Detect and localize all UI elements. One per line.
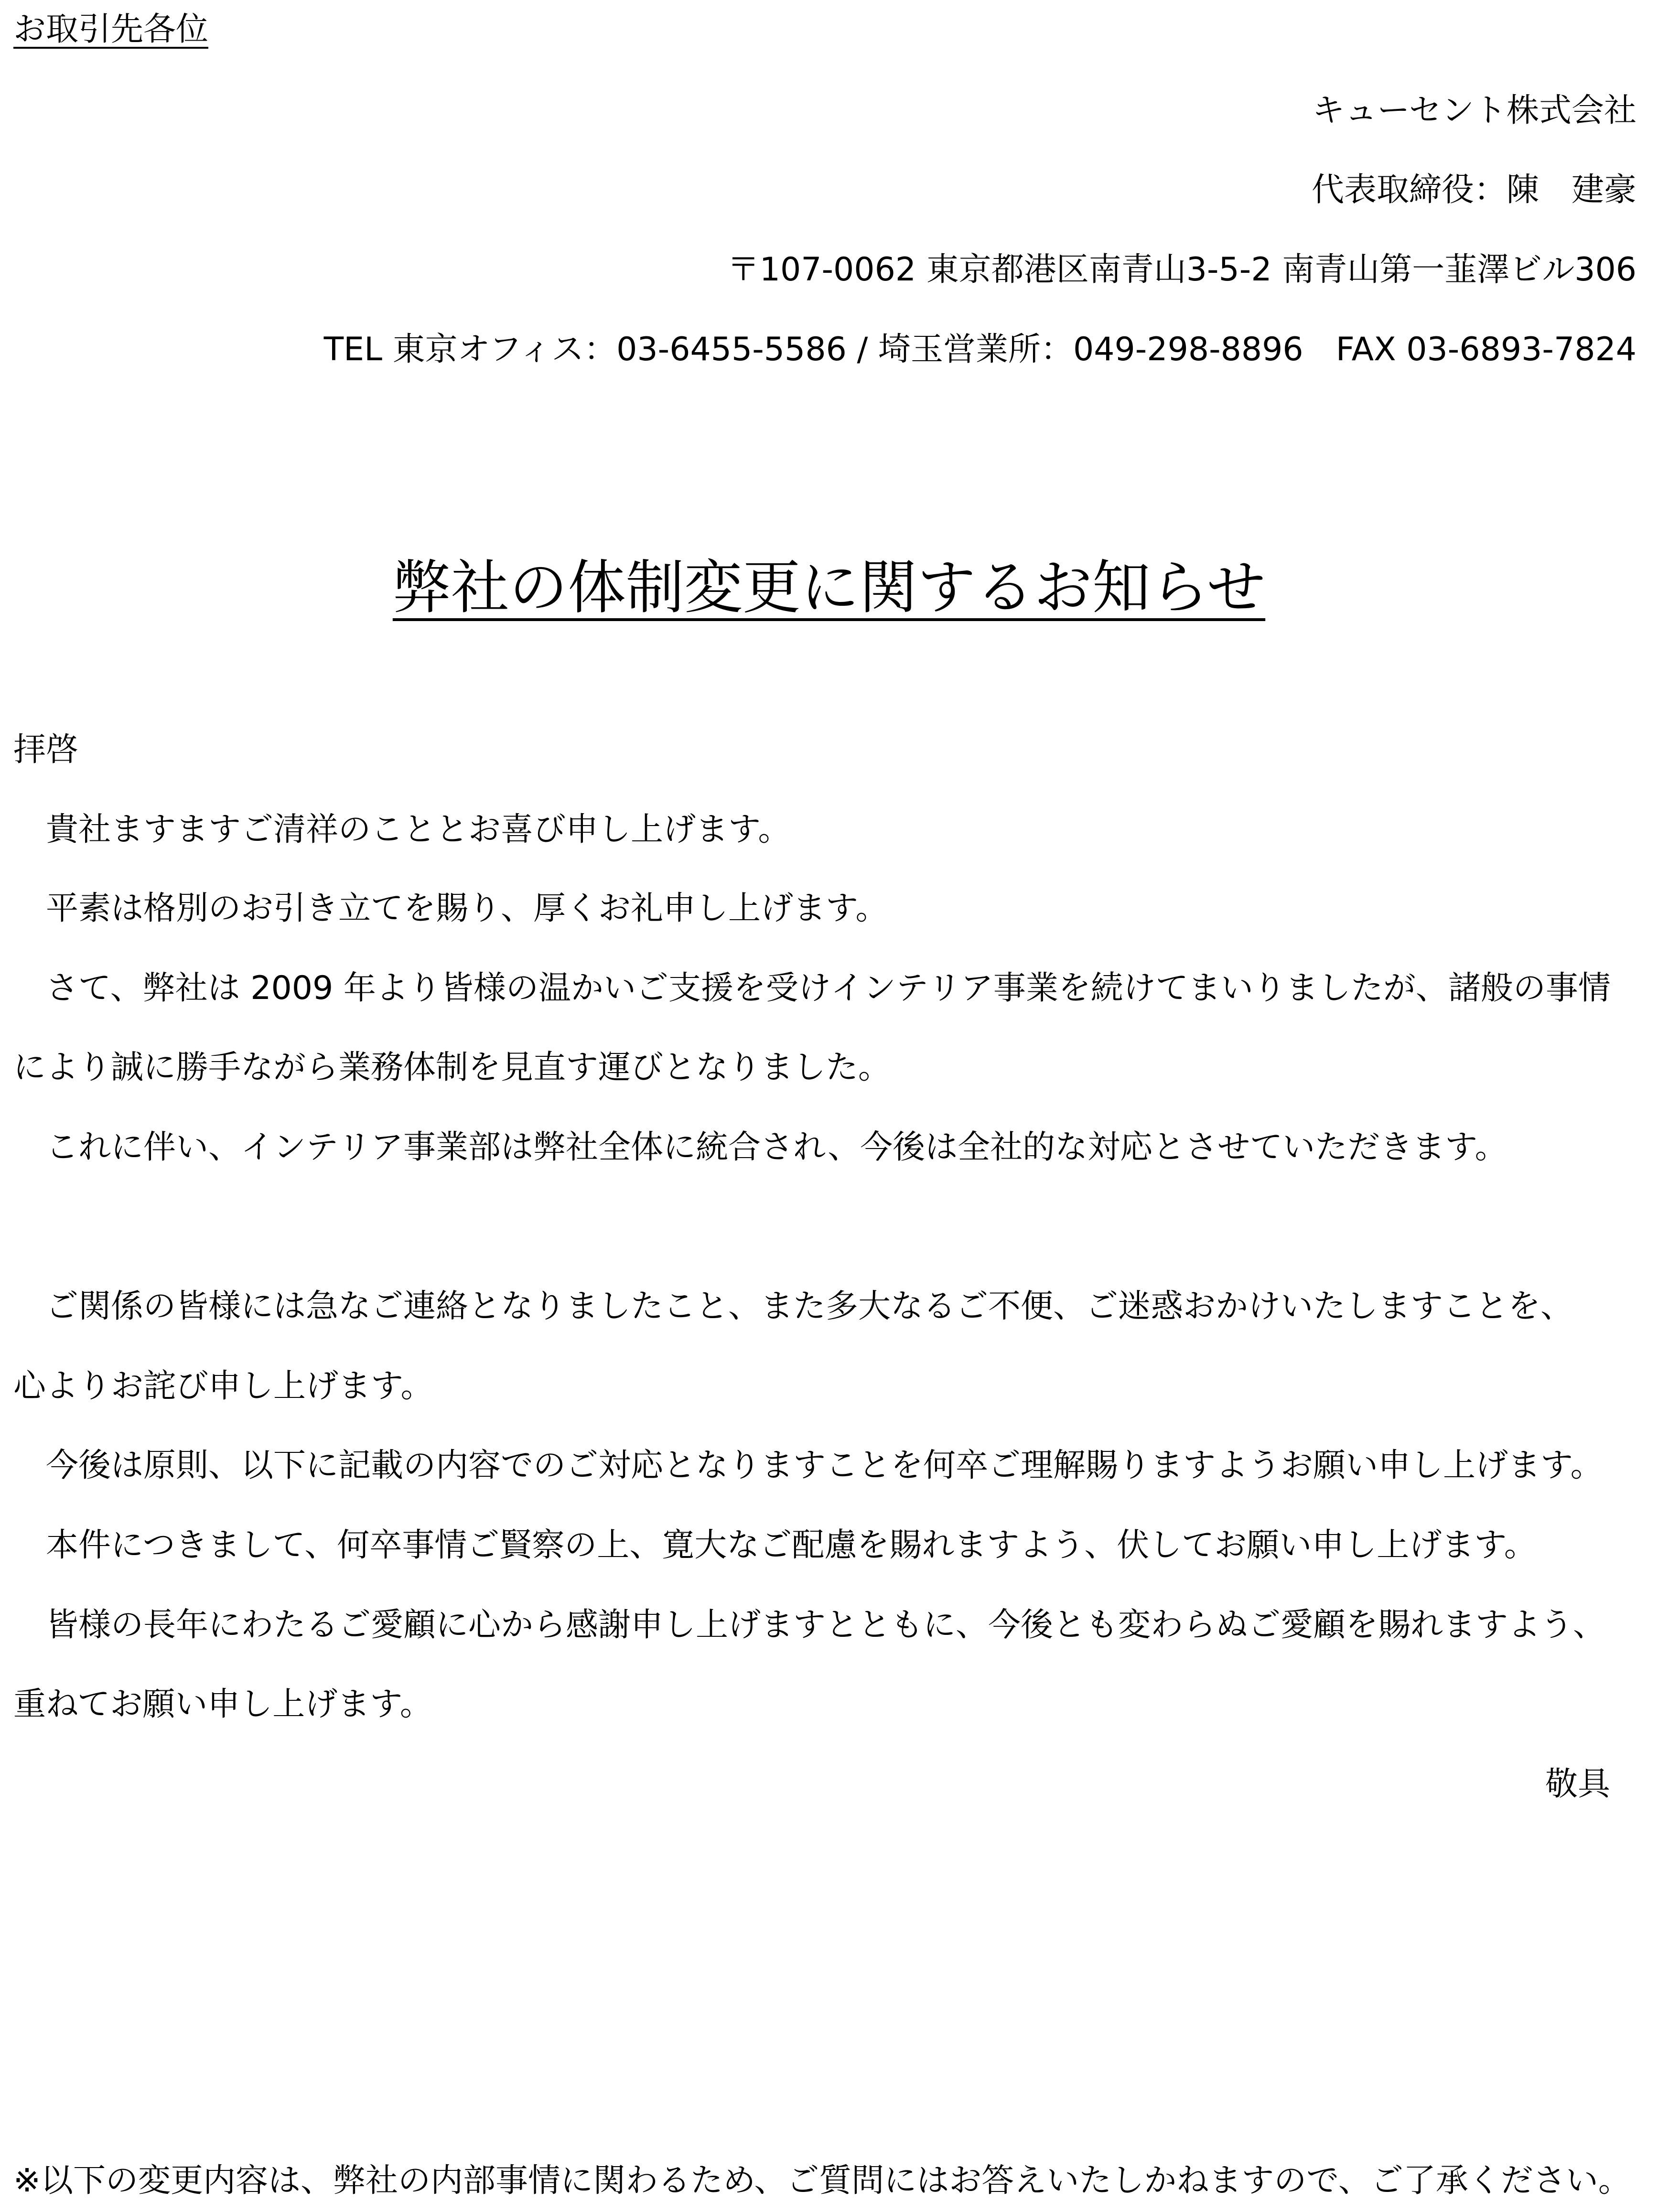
sender-contact: TEL 東京オフィス：03-6455-5586 / 埼玉営業所：049-298-8896 FAX 03-6893-7824 <box>323 331 1636 368</box>
body-paragraph-5-line-2: 心よりお詫び申し上げます。 <box>13 1367 433 1405</box>
body-paragraph-8-line-1: 皆様の長年にわたるご愛顧に心から感謝申し上げますとともに、今後とも変わらぬご愛顧を賜れますよう、 <box>13 1606 1606 1644</box>
body-paragraph-1: 貴社ますますご清祥のこととお喜び申し上げます。 <box>13 811 791 848</box>
opening-salutation: 拝啓 <box>13 731 79 769</box>
body-paragraph-5-line-1: ご関係の皆様には急なご連絡となりましたこと、また多大なるご不便、ご迷惑おかけいたしますことを、 <box>13 1288 1573 1325</box>
footnote: ※以下の変更内容は、弊社の内部事情に関わるため、ご質問にはお答えいたしかねますので、ご了承ください。 <box>13 2162 1631 2200</box>
page-title <box>0 554 1658 621</box>
sender-address: 〒107-0062 東京都港区南青山3-5-2 南青山第一韮澤ビル306 <box>727 251 1636 289</box>
body-paragraph-3-line-1: さて、弊社は 2009 年より皆様の温かいご支援を受けインテリア事業を続けてまいりましたが、諸般の事情 <box>13 969 1611 1007</box>
body-paragraph-3-line-2: により誠に勝手ながら業務体制を見直す運びとなりました。 <box>13 1049 891 1086</box>
body-paragraph-8-line-2: 重ねてお願い申し上げます。 <box>13 1686 432 1723</box>
body-paragraph-4: これに伴い、インテリア事業部は弊社全体に統合され、今後は全社的な対応とさせていただきます。 <box>13 1128 1507 1166</box>
body-paragraph-2: 平素は格別のお引き立てを賜り、厚くお礼申し上げます。 <box>13 890 888 927</box>
recipient: お取引先各位 <box>13 11 209 48</box>
sender-company: キューセント株式会社 <box>1312 92 1636 129</box>
closing-salutation: 敬具 <box>1545 1765 1610 1803</box>
body-paragraph-6: 今後は原則、以下に記載の内容でのご対応となりますことを何卒ご理解賜りますようお願い申し上げます。 <box>13 1447 1603 1484</box>
title-text: 弊社の体制変更に関するお知らせ <box>392 554 1266 622</box>
sender-representative: 代表取締役：陳 建豪 <box>1311 171 1636 209</box>
body-paragraph-7: 本件につきまして、何卒事情ご賢察の上、寛大なご配慮を賜れますよう、伏してお願い申し上げます。 <box>13 1526 1537 1564</box>
